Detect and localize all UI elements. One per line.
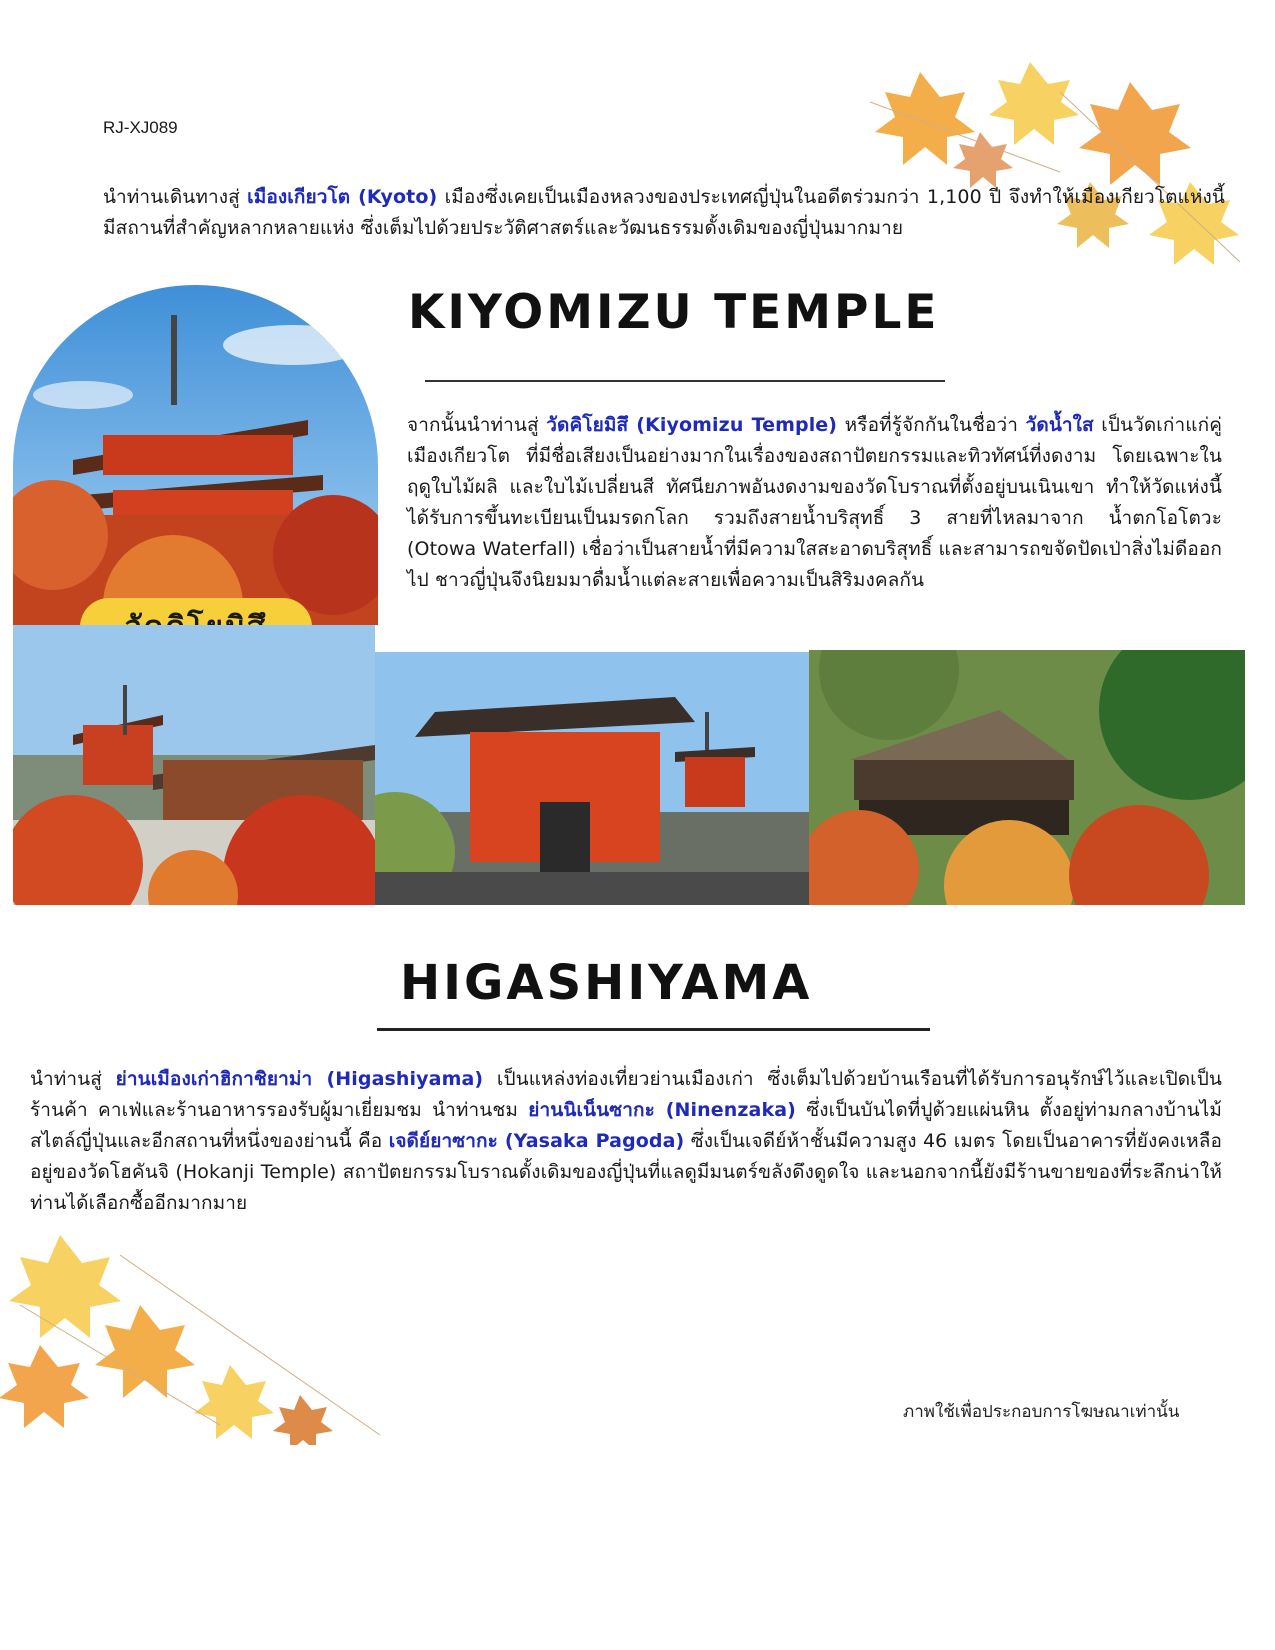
highlight-kiyomizu: วัดคิโยมิสึ (Kiyomizu Temple) xyxy=(546,414,838,436)
highlight-clear-water: วัดน้ำใส xyxy=(1025,414,1094,436)
kiyomizu-title: KIYOMIZU TEMPLE xyxy=(408,285,940,340)
highlight-higashiyama: ย่านเมืองเก่าฮิกาชิยาม่า (Higashiyama) xyxy=(115,1068,484,1090)
title-divider xyxy=(425,380,945,382)
autumn-leaves-bottom-left xyxy=(0,1215,400,1445)
kiyomizu-paragraph: จากนั้นนำท่านสู่ วัดคิโยมิสึ (Kiyomizu Temple) หรือที่รู้จักกันในชื่อว่า วัดน้ำใส เป็นวัดเก่าแก่คู่เมืองเกียวโต ที่มีชื่อเสียงเป็นอย่างมากในเรื่องของสถาปัตยกรรมและทิวทัศน์ที่งดงาม โดยเฉพาะในฤดูใบไม้ผลิ และใบไม้เปลี่ยนสี ทัศนียภาพอันงดงามของวัดโบราณที่ตั้งอยู่บนเนินเขา ทำให้วัดแห่งนี้ได้รับการขึ้นทะเบียนเป็นมรดกโลก รวมถึงสายน้ำบริสุทธิ์ 3 สายที่ไหลมาจาก น้ำตกโอโตวะ (Otowa Waterfall) เชื่อว่าเป็นสายน้ำที่มีความใสสะอาดบริสุทธิ์ และสามารถขจัดปัดเป่าสิ่งไม่ดีออกไป ชาวญี่ปุ่นจึงนิยมมาดื่มน้ำแต่ละสายเพื่อความเป็นสิริมงคลกัน xyxy=(407,414,1223,591)
highlight-kyoto: เมืองเกียวโต (Kyoto) xyxy=(247,186,438,208)
higashiyama-paragraph: นำท่านสู่ ย่านเมืองเก่าฮิกาชิยาม่า (Higashiyama) เป็นแหล่งท่องเที่ยวย่านเมืองเก่า ซึ่งเต็มไปด้วยบ้านเรือนที่ได้รับการอนุรักษ์ไว้และเปิดเป็นร้านค้า คาเฟ่และร้านอาหารรองรับผู้มาเยี่ยมชม นำท่านชม ย่านนิเน็นซากะ (Ninenzaka) ซึ่งเป็นบันไดที่ปูด้วยแผ่นหิน ตั้งอยู่ท่ามกลางบ้านไม้สไตล์ญี่ปุ่นและอีกสถานที่หนึ่งของย่านนี้ คือ เจดีย์ยาซากะ (Yasaka Pagoda) ซึ่งเป็นเจดีย์ห้าชั้นมีความสูง 46 เมตร โดยเป็นอาคารที่ยังคงเหลืออยู่ของวัดโฮคันจิ (Hokanji Temple) สถาปัตยกรรมโบราณดั้งเดิมของญี่ปุ่นที่แลดูมีมนตร์ขลังดึงดูดใจ และนอกจากนี้ยังมีร้านขายของที่ระลึกน่าให้ท่านได้เลือกซื้ออีกมากมาย xyxy=(30,1068,1223,1214)
temple-complex-photo xyxy=(13,625,375,905)
highlight-ninenzaka: ย่านนิเน็นซากะ (Ninenzaka) xyxy=(528,1099,796,1121)
highlight-yasaka: เจดีย์ยาซากะ (Yasaka Pagoda) xyxy=(388,1130,685,1152)
kiyomizu-stage-photo xyxy=(809,650,1245,905)
tour-code: RJ-XJ089 xyxy=(103,118,178,137)
intro-paragraph: นำท่านเดินทางสู่ เมืองเกียวโต (Kyoto) เมืองซึ่งเคยเป็นเมืองหลวงของประเทศญี่ปุ่นในอดีตร่วมกว่า 1,100 ปี จึงทำให้เมืองเกียวโตแห่งนี้มีสถานที่สำคัญหลากหลายแห่ง ซึ่งเต็มไปด้วยประวัติศาสตร์และวัฒนธรรมดั้งเดิมของญี่ปุ่นมากมาย xyxy=(103,186,1225,239)
niomon-gate-photo xyxy=(375,652,809,905)
disclaimer: ภาพใช้เพื่อประกอบการโฆษณาเท่านั้น xyxy=(903,1402,1180,1422)
title-divider-2 xyxy=(377,1028,930,1031)
higashiyama-title: HIGASHIYAMA xyxy=(400,955,813,1011)
kiyomizu-pagoda-photo xyxy=(13,285,378,625)
